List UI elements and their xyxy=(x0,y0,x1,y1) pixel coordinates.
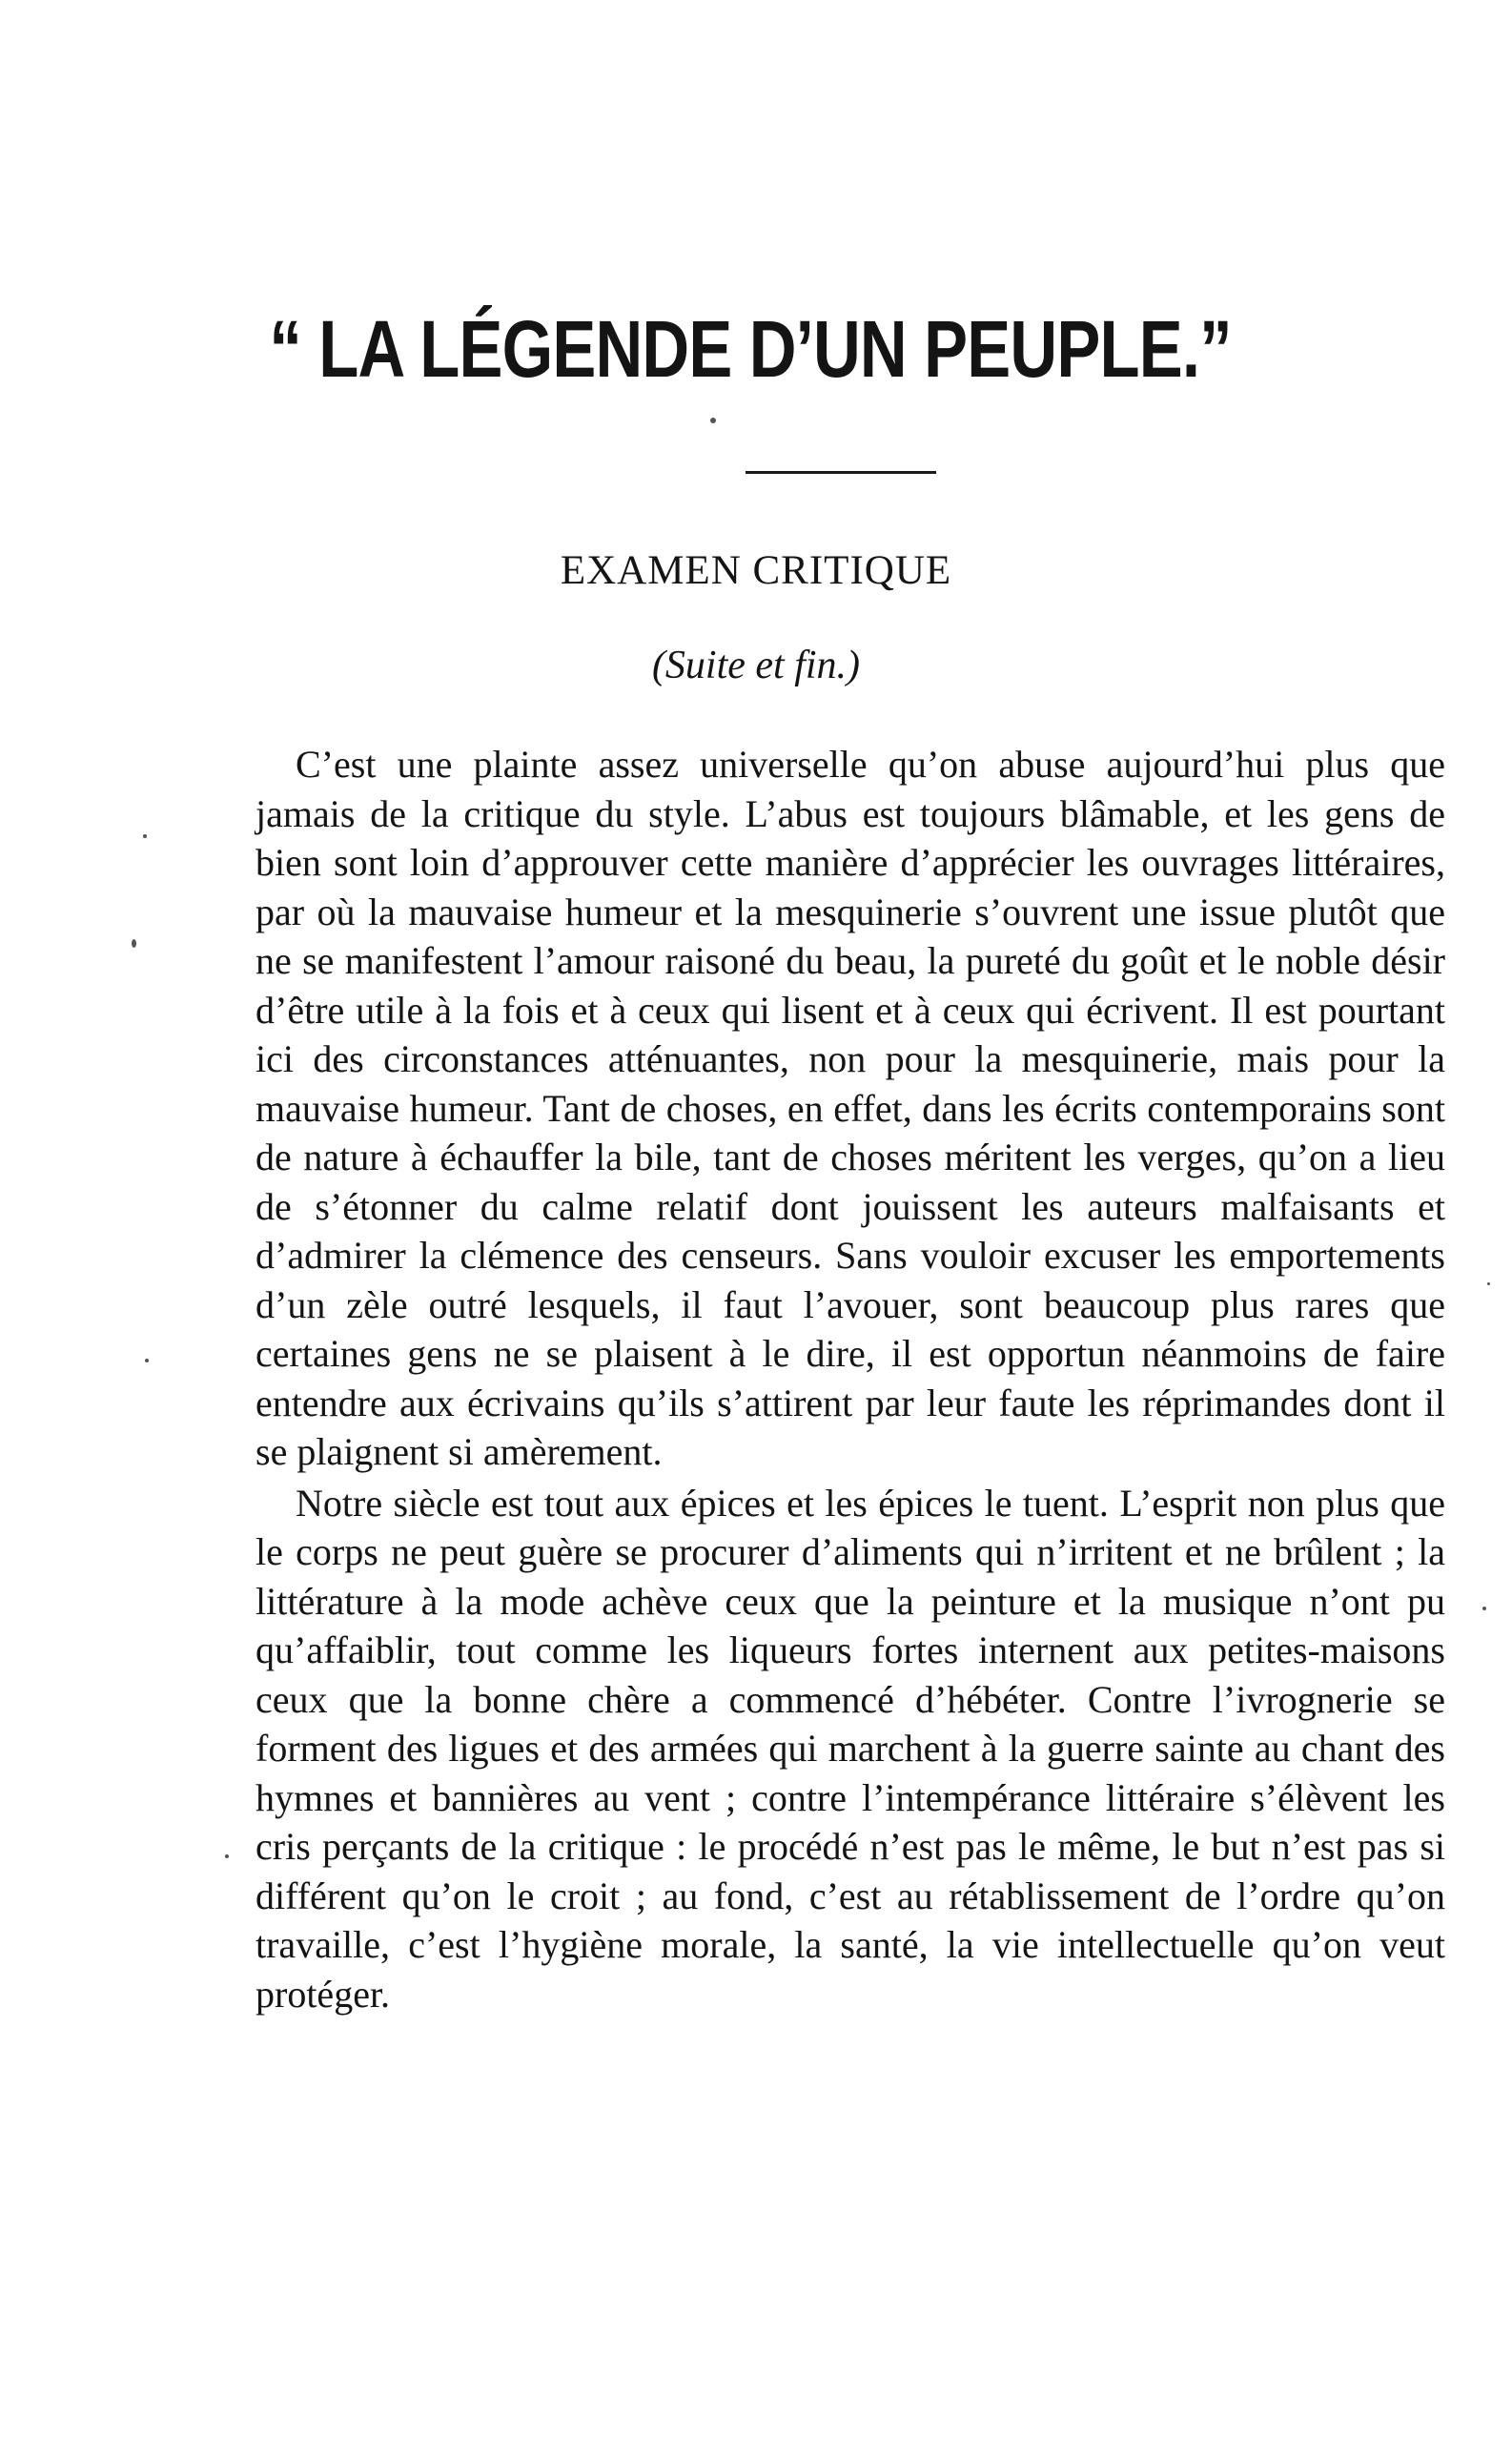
scan-speck xyxy=(710,418,716,423)
scan-speck xyxy=(225,1854,229,1858)
scan-speck xyxy=(143,834,147,838)
continuation-note: (Suite et fin.) xyxy=(651,644,861,687)
scan-speck xyxy=(1487,1282,1490,1285)
article-body xyxy=(255,740,1445,2018)
scan-speck xyxy=(132,939,136,948)
section-heading: EXAMEN CRITIQUE xyxy=(560,548,952,593)
page-title: “ LA LÉGENDE D’UN PEUPLE.” xyxy=(269,304,1232,394)
title-divider xyxy=(746,471,936,474)
scan-speck xyxy=(1482,1607,1486,1610)
paragraph-1: C’est une plainte assez universelle qu’on abuse aujourd’hui plus que jamais de la critique du style. L’abus est toujours blâmable, et les gens de bien sont loin d’approuver cette manière d’apprécier les ouvrages littéraires, par où la mauvaise humeur et la mesquinerie s’ouvrent une issue plutôt que ne se manifestent l’amour raisoné du beau, la pureté du goût et le noble désir d’être utile à la fois et à ceux qui lisent et à ceux qui écrivent. Il est pourtant ici des circonstances atténuantes, non pour la mesquinerie, mais pour la mauvaise humeur. Tant de choses, en effet, dans les écrits contemporains sont de nature à échauffer la bile, tant de choses méritent les verges, qu’on a lieu de s’étonner du calme relatif dont jouissent les auteurs malfaisants et d’admirer la clémence des censeurs. Sans vouloir excuser les emportements d’un zèle outré lesquels, il faut l’avouer, sont beaucoup plus rares que certaines gens ne se plaisent à le dire, il est opportun néanmoins de faire entendre aux écrivains qu’ils s’attirent par leur faute les réprimandes dont il se plaignent si amèrement. xyxy=(255,743,1445,1473)
paragraph-2: Notre siècle est tout aux épices et les épices le tuent. L’esprit non plus que le corps ne peut guère se procurer d’aliments qui n’irritent et ne brûlent ; la littérature à la mode achève ceux que la peinture et la musique n’ont pu qu’affaiblir, tout comme les liqueurs fortes internent aux petites-maisons ceux que la bonne chère a commencé d’hébéter. Contre l’ivrognerie se forment des ligues et des armées qui marchent à la guerre sainte au chant des hymnes et bannières au vent ; contre l’intempérance littéraire s’élèvent les cris perçants de la critique : le procédé n’est pas le même, le but n’est pas si différent qu’on le croit ; au fond, c’est au rétablissement de l’ordre qu’on travaille, c’est l’hygiène morale, la santé, la vie intellectuelle qu’on veut protéger. xyxy=(255,1481,1445,2016)
scan-speck xyxy=(145,1359,149,1362)
